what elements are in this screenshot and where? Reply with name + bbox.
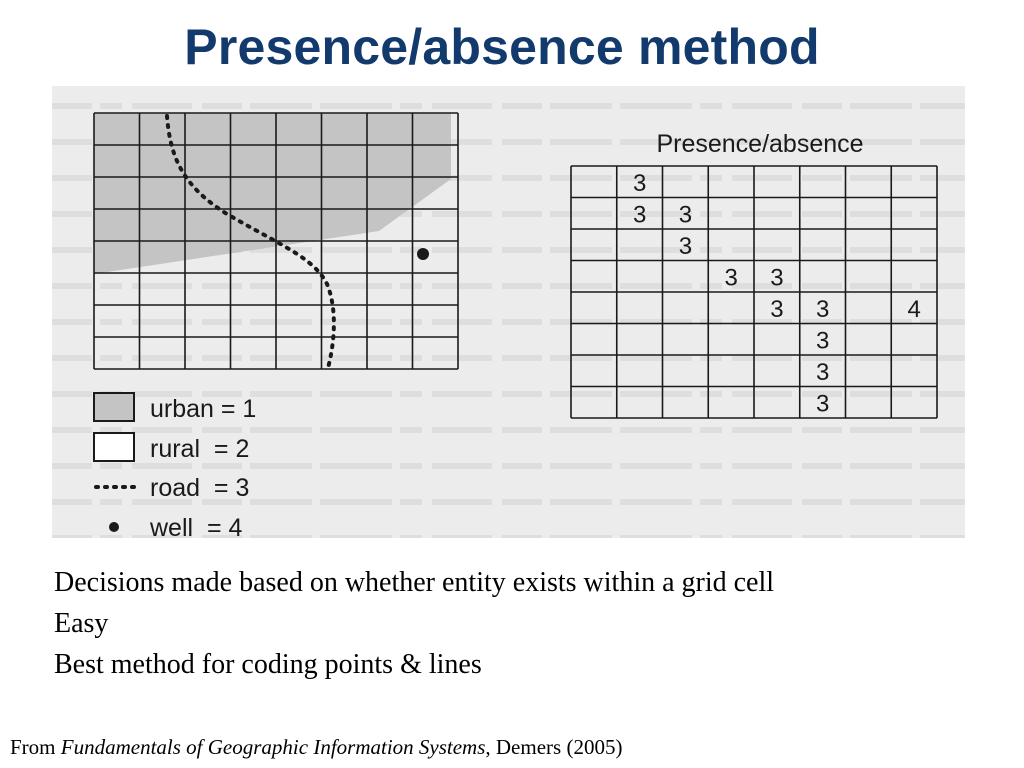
slide-title: Presence/absence method xyxy=(184,19,820,75)
bullet-item: Best method for coding points & lines xyxy=(54,649,482,680)
coded-cell-value: 3 xyxy=(678,232,693,260)
coded-cell-value: 3 xyxy=(815,390,830,418)
citation-prefix: From xyxy=(10,735,61,759)
coded-cell-value: 3 xyxy=(815,327,830,355)
coded-cell-value: 3 xyxy=(770,264,784,292)
bullet-item: Decisions made based on whether entity exists within a grid cell xyxy=(54,567,775,598)
bullet-list xyxy=(54,562,984,685)
well-dot xyxy=(417,248,429,260)
legend-label-urban: urban = 1 xyxy=(150,395,257,423)
well-legend-dot xyxy=(109,522,119,532)
coded-cell-value: 3 xyxy=(815,358,830,386)
coded-cell-value: 4 xyxy=(907,295,921,323)
legend-label-well: well = 4 xyxy=(150,514,243,538)
coded-grid-title: Presence/absence xyxy=(656,130,864,158)
coded-cell-value: 3 xyxy=(815,295,830,323)
presence-absence-figure xyxy=(52,86,965,538)
citation-book-title: Fundamentals of Geographic Information Systems xyxy=(60,735,486,759)
citation-suffix: , Demers (2005) xyxy=(485,735,623,759)
coded-cell-value: 3 xyxy=(678,201,693,229)
bullet-item: Easy xyxy=(54,608,109,639)
rural-swatch xyxy=(94,433,134,461)
legend-label-road: road = 3 xyxy=(150,474,250,502)
citation xyxy=(10,735,1010,760)
urban-swatch xyxy=(94,393,134,421)
legend-label-rural: rural = 2 xyxy=(150,435,250,463)
coded-cell-value: 3 xyxy=(770,295,784,323)
coded-cell-value: 3 xyxy=(724,264,738,292)
coded-cell-value: 3 xyxy=(632,169,647,197)
coded-cell-value: 3 xyxy=(632,201,647,229)
